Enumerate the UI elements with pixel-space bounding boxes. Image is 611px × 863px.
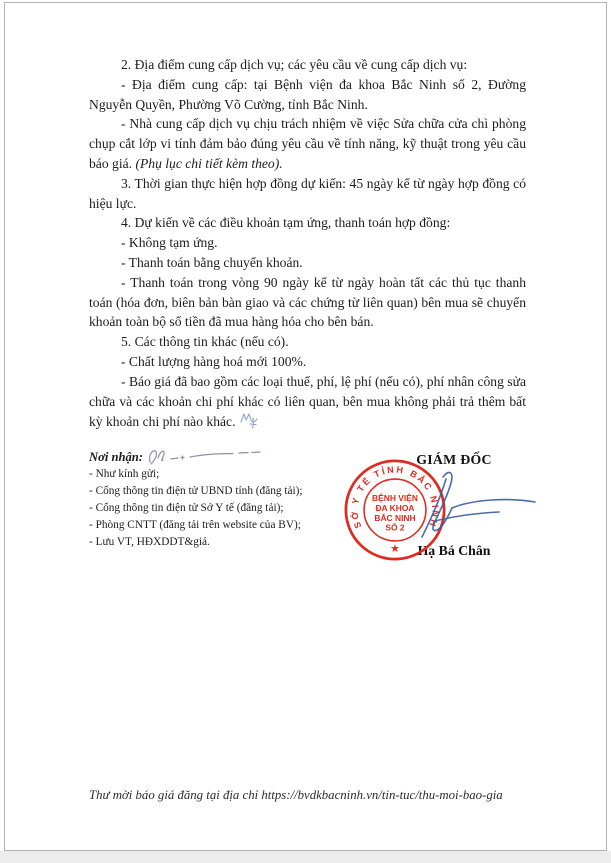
paragraph-text: 4. Dự kiến về các điều khoản tạm ứng, thanh toán hợp đồng: <box>121 215 451 231</box>
paragraph-other-info-heading <box>89 332 526 352</box>
director-signature <box>405 467 541 547</box>
paragraph-no-advance <box>89 233 526 253</box>
paragraph-text: - Không tạm ứng. <box>121 235 218 251</box>
stamp-center-line: BẮC NINH <box>374 512 416 523</box>
paragraph-text: - Nhà cung cấp dịch vụ chịu trách nhiệm về việc Sửa chữa cửa chì phòng chụp cắt lớp vi tính đảm bảo đúng yêu cầu về tính năng, kỹ thuật trong yêu cầu báo giá. <box>89 116 526 171</box>
paragraph-text: 3. Thời gian thực hiện hợp đồng dự kiến: 45 ngày kể từ ngày hợp đồng có hiệu lực. <box>89 175 526 211</box>
paragraph-contract-duration <box>89 174 526 214</box>
viewer-background-strip <box>0 851 611 863</box>
recipients-block <box>89 449 339 550</box>
paragraph-payment-window <box>89 273 526 332</box>
recipient-item: - Như kính gửi; <box>89 467 160 480</box>
stamp-center-line: BỆNH VIỆN <box>372 493 418 504</box>
paragraph-text: 2. Địa điểm cung cấp dịch vụ; các yêu cầu về cung cấp dịch vụ: <box>121 57 468 72</box>
recipient-item: - Lưu VT, HĐXDDT&giá. <box>89 535 210 548</box>
appendix-note: (Phụ lục chi tiết kèm theo). <box>135 155 283 171</box>
handwritten-initial-mark <box>239 411 263 429</box>
paragraph-text: - Chất lượng hàng hoá mới 100%. <box>121 353 307 369</box>
paragraph-text: - Báo giá đã bao gồm các loại thuế, phí, lệ phí (nếu có), phí nhân công sửa chữa và các khoản chi phí khác có liên quan, bên mua không phải trả thêm bất kỳ khoản chi phí nào khác. <box>89 373 526 430</box>
paragraph-supply-address <box>89 75 526 115</box>
stamp-center-line: SỐ 2 <box>385 522 405 533</box>
paragraph-text: - Thanh toán bằng chuyển khoản. <box>121 254 303 270</box>
recipient-item: - Phòng CNTT (đăng tải trên website của BV); <box>89 518 301 531</box>
paragraph-text: 5. Các thông tin khác (nếu có). <box>121 334 289 350</box>
document-body <box>89 55 526 432</box>
paragraph-service-location-heading <box>89 55 526 75</box>
paragraph-bank-transfer <box>89 253 526 273</box>
paragraph-text: - Địa điểm cung cấp: tại Bệnh viện đa khoa Bắc Ninh số 2, Đường Nguyễn Quyền, Phường Võ Cường, tỉnh Bắc Ninh. <box>89 76 526 112</box>
signer-title: GIÁM ĐỐC <box>416 452 492 467</box>
paragraph-provider-responsibility <box>89 114 526 173</box>
paragraph-quality <box>89 352 526 372</box>
stamp-center-line: ĐA KHOA <box>375 502 415 513</box>
recipient-item: - Cổng thông tin điện tử UBND tỉnh (đăng tải); <box>89 484 303 497</box>
footer-publication-note: Thư mời báo giá đăng tại địa chỉ https://bvdkbacninh.vn/tin-tuc/thu-moi-bao-gia <box>89 788 503 802</box>
stamp-ring-text: SỞ Y TẾ TỈNH BẮC NINH <box>349 464 441 530</box>
recipient-item: - Cổng thông tin điện tử Sở Y tế (đăng tải); <box>89 501 284 514</box>
paragraph-price-includes <box>89 372 526 432</box>
recipients-title: Nơi nhận: <box>89 450 144 464</box>
signer-name: Hạ Bá Chân <box>417 543 491 558</box>
paragraph-text: - Thanh toán trong vòng 90 ngày kể từ ngày hoàn tất các thủ tục thanh toán (hóa đơn, biên bản bàn giao và các chứng từ liên quan) bên mua sẽ chuyển khoản toàn bộ số tiền đã mua hàng hóa cho bên bán. <box>89 274 526 330</box>
document-page <box>4 2 607 851</box>
paragraph-payment-terms-heading <box>89 213 526 233</box>
stamp-star-icon: ★ <box>390 543 400 554</box>
